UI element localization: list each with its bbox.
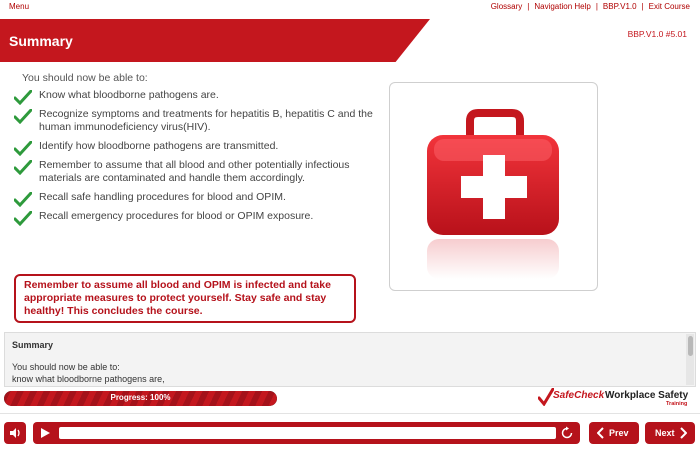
check-icon	[14, 109, 32, 124]
divider	[0, 413, 700, 414]
objective-text: Recognize symptoms and treatments for hepatitis B, hepatitis C and the human immunodeficiency virus(HIV).	[39, 108, 373, 133]
next-button[interactable]	[645, 422, 695, 444]
transcript-title: Summary	[12, 340, 54, 350]
objectives-intro: You should now be able to:	[22, 72, 148, 84]
separator: |	[595, 2, 598, 11]
reminder-text: Remember to assume all blood and OPIM is infected and take appropriate measures to protect yourself. Stay safe and stay healthy! This concludes the course.	[24, 279, 331, 317]
volume-button[interactable]	[4, 422, 26, 444]
media-player	[33, 422, 580, 444]
menu-link[interactable]: Menu	[9, 2, 30, 11]
navigation-help-link[interactable]: Navigation Help	[534, 2, 591, 11]
slide-version: BBP.V1.0 #5.01	[627, 29, 687, 39]
objective-text: Identify how bloodborne pathogens are transmitted.	[39, 140, 279, 152]
check-icon	[14, 90, 32, 105]
chevron-left-icon	[597, 427, 605, 439]
prev-button[interactable]	[589, 422, 639, 444]
list-item	[14, 89, 384, 102]
objective-text: Remember to assume that all blood and other potentially infectious materials are contaminated and handle them accordingly.	[39, 159, 350, 184]
top-links	[491, 2, 690, 11]
transcript-scroll-thumb[interactable]	[688, 336, 693, 356]
top-bar	[0, 0, 700, 14]
transcript-panel[interactable]	[4, 332, 696, 387]
objectives-list	[14, 72, 384, 229]
check-icon	[14, 192, 32, 207]
seek-bar[interactable]	[59, 427, 556, 439]
separator: |	[641, 2, 644, 11]
check-icon	[14, 141, 32, 156]
check-icon	[14, 160, 32, 175]
logo-check-icon	[538, 388, 554, 406]
chevron-right-icon	[679, 427, 687, 439]
brand-sub: Training	[666, 401, 688, 407]
page-title: Summary	[9, 33, 73, 49]
first-aid-image-card	[389, 82, 598, 291]
transcript-line: know what bloodborne pathogens are,	[12, 374, 165, 384]
progress-bar	[4, 391, 277, 406]
prev-label: Prev	[609, 428, 629, 438]
objective-text: Recall emergency procedures for blood or OPIM exposure.	[39, 210, 314, 222]
check-icon	[14, 211, 32, 226]
first-aid-kit-icon	[390, 83, 599, 292]
volume-icon	[4, 422, 26, 444]
list-item	[14, 140, 384, 153]
progress-label: Progress: 100%	[110, 393, 171, 402]
next-label: Next	[655, 428, 675, 438]
brand-name: SafeCheck	[553, 390, 605, 401]
objective-text: Recall safe handling procedures for blood and OPIM.	[39, 191, 286, 203]
glossary-link[interactable]: Glossary	[490, 2, 523, 11]
objective-text: Know what bloodborne pathogens are.	[39, 89, 219, 101]
replay-icon[interactable]	[560, 426, 574, 440]
list-item	[14, 210, 384, 223]
play-icon[interactable]	[39, 427, 51, 439]
separator: |	[527, 2, 530, 11]
version-link[interactable]: BBP.V1.0	[602, 2, 637, 11]
list-item	[14, 159, 384, 185]
reminder-notice	[14, 274, 356, 323]
exit-course-link[interactable]: Exit Course	[648, 2, 690, 11]
list-item	[14, 108, 384, 134]
brand-logo	[538, 388, 694, 408]
list-item	[14, 191, 384, 204]
brand-tagline: Workplace Safety	[605, 390, 689, 401]
transcript-line: You should now be able to:	[12, 362, 120, 372]
